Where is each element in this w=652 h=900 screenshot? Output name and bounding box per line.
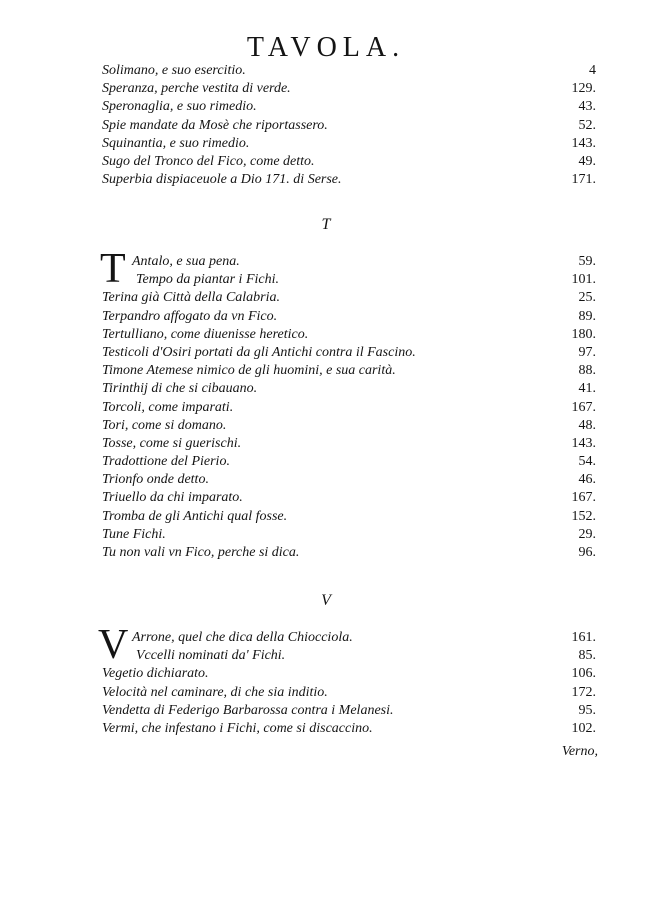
entry-text: Squinantia, e suo rimedio. — [102, 135, 250, 151]
entry-page-number: 97. — [578, 344, 596, 360]
entry-page-number: 49. — [578, 153, 596, 169]
index-entry — [102, 380, 602, 398]
index-entry — [102, 629, 602, 647]
entry-text: Sugo del Tronco del Fico, come detto. — [102, 153, 315, 169]
section-letter-v: V — [321, 592, 331, 609]
entry-text: Timone Atemese nimico de gli huomini, e sua carità. — [102, 363, 396, 379]
entry-page-number: 102. — [571, 720, 596, 736]
index-entry — [102, 647, 602, 665]
entry-page-number: 54. — [578, 454, 596, 470]
entry-text: Tertulliano, come diuenisse heretico. — [102, 326, 309, 342]
entry-text: Solimano, e suo esercitio. — [102, 63, 246, 78]
index-entry — [102, 135, 602, 153]
entry-page-number: 43. — [578, 99, 596, 115]
entry-text: Tradottione del Pierio. — [102, 454, 230, 470]
entry-page-number: 85. — [578, 648, 596, 664]
index-entry — [102, 117, 602, 135]
index-entry — [102, 344, 602, 362]
entry-text: Spie mandate da Mosè che riportassero. — [102, 117, 328, 133]
entry-text: Testicoli d'Osiri portati da gli Antichi contra il Fascino. — [102, 344, 416, 360]
entry-page-number: 4 — [589, 63, 596, 78]
index-entry — [102, 399, 602, 417]
entry-page-number: 172. — [571, 684, 596, 700]
index-entry — [102, 665, 602, 683]
index-entry — [102, 526, 602, 544]
entry-text: Trionfo onde detto. — [102, 472, 209, 488]
index-entry — [102, 702, 602, 720]
entry-page-number: 95. — [578, 702, 596, 718]
entry-page-number: 46. — [578, 472, 596, 488]
entry-page-number: 88. — [578, 363, 596, 379]
index-entry — [102, 720, 602, 738]
entry-page-number: 152. — [571, 508, 596, 524]
entry-page-number: 180. — [571, 326, 596, 342]
entry-text: Speronaglia, e suo rimedio. — [102, 99, 257, 115]
index-entry — [102, 362, 602, 380]
index-entry — [102, 453, 602, 471]
index-entry — [102, 98, 602, 116]
index-section-s — [102, 62, 602, 189]
entry-text: Speranza, perche vestita di verde. — [102, 81, 291, 97]
entry-text: Superbia dispiaceuole a Dio 171. di Serse. — [102, 172, 342, 188]
index-section-v — [98, 622, 602, 738]
entry-text: Terpandro affogato da vn Fico. — [102, 308, 278, 324]
entry-page-number: 96. — [578, 545, 596, 560]
entry-text: Arrone, quel che dica della Chiocciola. — [132, 630, 353, 645]
index-entry — [102, 489, 602, 507]
index-entry — [102, 471, 602, 489]
entry-page-number: 48. — [578, 417, 596, 433]
entry-page-number: 106. — [571, 666, 596, 682]
index-entry — [102, 171, 602, 189]
entry-page-number: 167. — [571, 399, 596, 415]
entry-text: Terina già Città della Calabria. — [102, 290, 281, 306]
entry-page-number: 89. — [578, 308, 596, 324]
index-entry — [102, 308, 602, 326]
page-title: TAVOLA. — [246, 32, 406, 63]
entry-text: Vccelli nominati da' Fichi. — [136, 648, 286, 664]
entry-page-number: 41. — [578, 381, 596, 397]
index-entry — [102, 435, 602, 453]
entry-page-number: 161. — [571, 630, 596, 645]
entry-text: Triuello da chi imparato. — [102, 490, 243, 506]
entry-page-number: 25. — [578, 290, 596, 306]
entry-page-number: 52. — [578, 117, 596, 133]
drop-capital-v: V — [98, 622, 129, 668]
entry-text: Tu non vali vn Fico, perche si dica. — [102, 545, 300, 560]
index-entry — [102, 417, 602, 435]
entry-page-number: 143. — [571, 435, 596, 451]
index-section-t — [100, 246, 602, 562]
section-letter-t: T — [321, 216, 331, 233]
entry-text: Torcoli, come imparati. — [102, 399, 234, 415]
index-entry — [102, 326, 602, 344]
entry-text: Vendetta di Federigo Barbarossa contra i Melanesi. — [102, 702, 394, 718]
index-entry — [102, 62, 602, 80]
entry-page-number: 59. — [578, 254, 596, 269]
entry-page-number: 143. — [571, 135, 596, 151]
entry-text: Vermi, che infestano i Fichi, come si discaccino. — [102, 720, 373, 736]
entry-text: Tune Fichi. — [102, 526, 166, 542]
index-entry — [102, 153, 602, 171]
entry-text: Vegetio dichiarato. — [102, 666, 209, 682]
entry-page-number: 171. — [571, 172, 596, 188]
entry-text: Velocità nel caminare, di che sia inditio. — [102, 684, 328, 700]
entry-page-number: 167. — [571, 490, 596, 506]
index-entry — [102, 508, 602, 526]
index-entry — [102, 271, 602, 289]
index-entry — [102, 253, 602, 271]
index-entry — [102, 80, 602, 98]
drop-capital-t: T — [100, 246, 126, 292]
entry-page-number: 29. — [578, 526, 596, 542]
index-entry — [102, 544, 602, 562]
catchword: Verno, — [561, 744, 598, 759]
entry-text: Tosse, come si guerischi. — [102, 435, 242, 451]
index-entry — [102, 684, 602, 702]
entry-text: Tromba de gli Antichi qual fosse. — [102, 508, 288, 524]
entry-text: Antalo, e sua pena. — [132, 254, 240, 269]
entry-page-number: 129. — [571, 81, 596, 97]
index-entry — [102, 289, 602, 307]
entry-text: Tempo da piantar i Fichi. — [136, 272, 279, 288]
entry-text: Tori, come si domano. — [102, 417, 227, 433]
entry-page-number: 101. — [571, 272, 596, 288]
entry-text: Tirinthij di che si cibauano. — [102, 381, 258, 397]
